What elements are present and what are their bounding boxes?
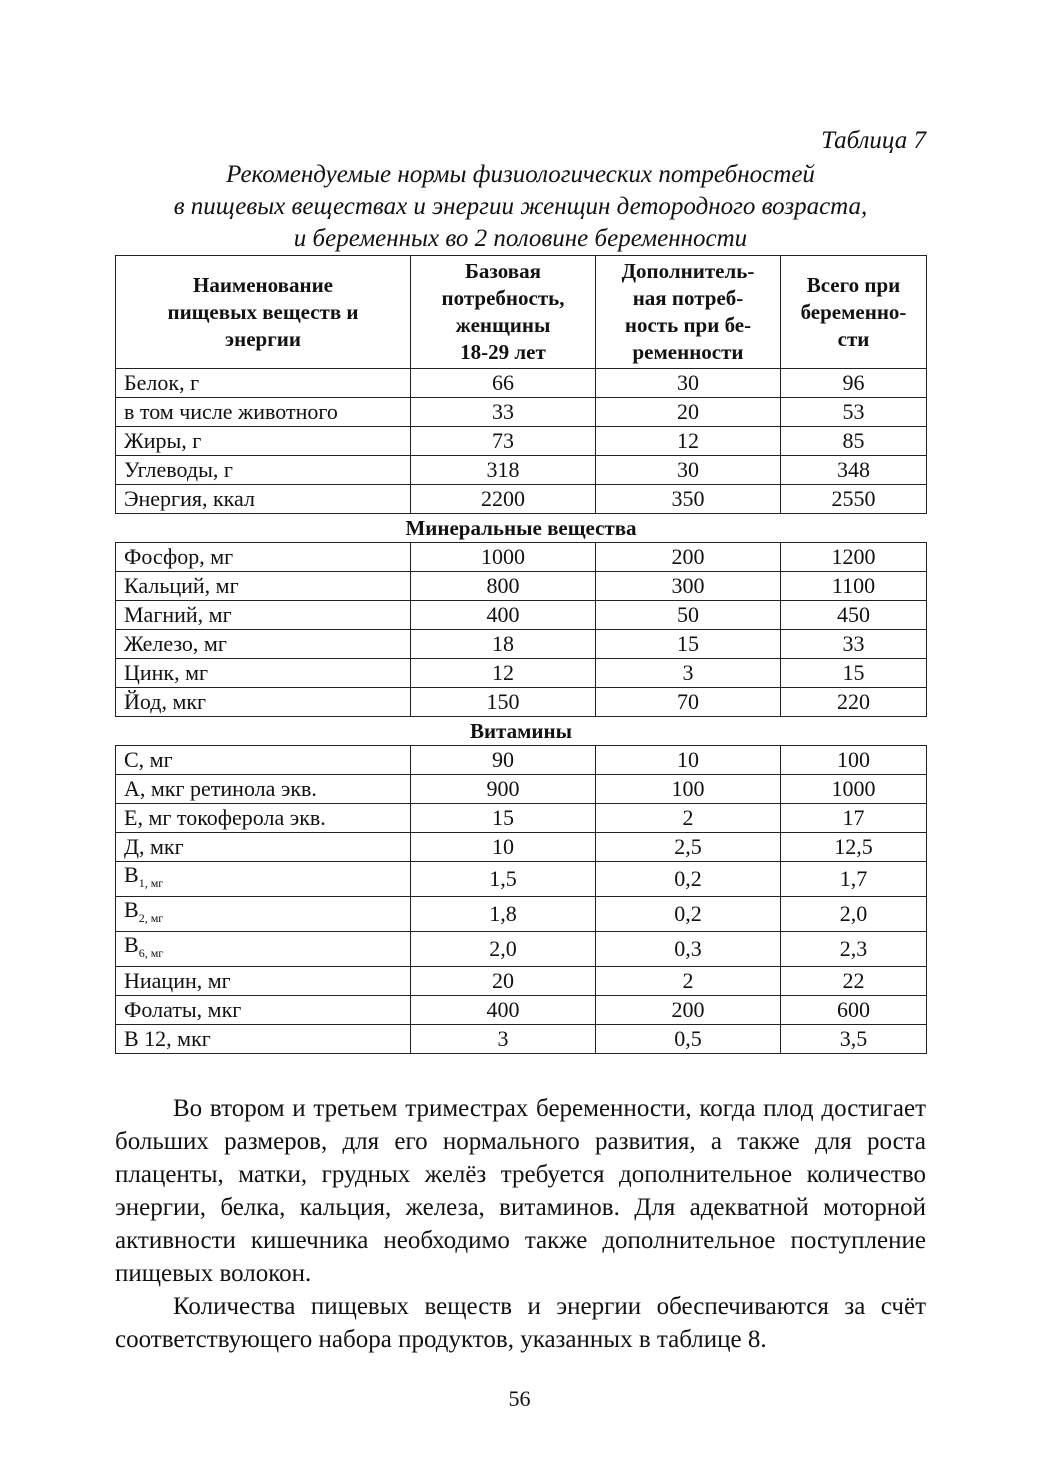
header-line: Дополнитель- (621, 259, 755, 283)
base-need-cell: 90 (411, 746, 596, 775)
table-row (116, 572, 927, 601)
header-line: ность при бе- (624, 313, 752, 337)
section-row (116, 514, 927, 543)
nutrient-name-cell: В 12, мкг (116, 1025, 411, 1054)
total-cell: 2550 (781, 485, 927, 514)
table-row (116, 601, 927, 630)
header-line: энергии (225, 326, 301, 351)
header-line: ременности (632, 340, 744, 364)
table-row (116, 485, 927, 514)
nutrient-name-cell: Йод, мкг (116, 688, 411, 717)
header-line: Наименование (193, 272, 333, 297)
total-cell: 2,0 (781, 897, 927, 932)
table-row (116, 833, 927, 862)
base-need-cell: 33 (411, 398, 596, 427)
total-cell: 1100 (781, 572, 927, 601)
total-cell: 348 (781, 456, 927, 485)
nutrient-name-cell: Жиры, г (116, 427, 411, 456)
additional-need-cell: 15 (596, 630, 781, 659)
additional-need-cell: 30 (596, 369, 781, 398)
table-row (116, 967, 927, 996)
nutrient-name-cell: Магний, мг (116, 601, 411, 630)
base-need-cell: 18 (411, 630, 596, 659)
base-need-cell: 400 (411, 601, 596, 630)
base-need-cell: 20 (411, 967, 596, 996)
base-need-cell: 66 (411, 369, 596, 398)
header-line: Базовая (465, 259, 541, 283)
header-line: беременно- (800, 299, 907, 324)
header-additional-need (596, 256, 781, 369)
additional-need-cell: 0,2 (596, 897, 781, 932)
additional-need-cell: 0,5 (596, 1025, 781, 1054)
total-cell: 96 (781, 369, 927, 398)
nutrient-name-cell: Д, мкг (116, 833, 411, 862)
header-base-need (411, 256, 596, 369)
nutrient-name-cell: Белок, г (116, 369, 411, 398)
section-heading: Витамины (116, 717, 927, 746)
additional-need-cell: 70 (596, 688, 781, 717)
base-need-cell: 12 (411, 659, 596, 688)
additional-need-cell: 350 (596, 485, 781, 514)
page-number: 56 (508, 1386, 531, 1411)
table-title-line-3: и беременных во 2 половине беременности (293, 225, 748, 252)
nutrient-name-cell: $В_{2, мг}$ (116, 897, 411, 932)
nutrient-name-subscript: 2, мг (138, 911, 164, 925)
table-title-line-1: Рекомендуемые нормы физиологических потребностей (226, 161, 815, 188)
additional-need-cell: 30 (596, 456, 781, 485)
nutrient-name-subscript: 6, мг (138, 946, 164, 960)
base-need-cell: 1000 (411, 543, 596, 572)
total-cell: 450 (781, 601, 927, 630)
nutrient-name-subscript: 1, мг (138, 876, 164, 890)
nutrient-name-cell: Фосфор, мг (116, 543, 411, 572)
nutrient-name-cell: Ниацин, мг (116, 967, 411, 996)
base-need-cell: 2,0 (411, 932, 596, 967)
header-line: ная потреб- (632, 286, 744, 310)
nutrient-name-cell: Цинк, мг (116, 659, 411, 688)
total-cell: 33 (781, 630, 927, 659)
additional-need-cell: 2 (596, 804, 781, 833)
header-line: женщины (455, 313, 551, 337)
table-row (116, 804, 927, 833)
table-row (116, 1025, 927, 1054)
paragraph-1: Во втором и третьем триместрах беременности, когда плод достигает больших размеров, для его нормального развития, а также для роста плаценты, матки, грудных желёз требуется дополнительное количество энергии, белка, кальция, железа, витаминов. Для адекватной моторной активности кишечника необходимо также дополнительное поступление пищевых волокон. (115, 1095, 926, 1287)
table-row (116, 996, 927, 1025)
base-need-cell: 1,8 (411, 897, 596, 932)
total-cell: 2,3 (781, 932, 927, 967)
additional-need-cell: 200 (596, 996, 781, 1025)
nutrient-name-cell: Энергия, ккал (116, 485, 411, 514)
additional-need-cell: 300 (596, 572, 781, 601)
total-cell: 85 (781, 427, 927, 456)
table-row (116, 746, 927, 775)
table-row (116, 398, 927, 427)
additional-need-cell: 50 (596, 601, 781, 630)
total-cell: 17 (781, 804, 927, 833)
base-need-cell: 400 (411, 996, 596, 1025)
total-cell: 53 (781, 398, 927, 427)
base-need-cell: 10 (411, 833, 596, 862)
table-row (116, 369, 927, 398)
table-row (116, 543, 927, 572)
base-need-cell: 150 (411, 688, 596, 717)
nutrient-name-cell: Е, мг токоферола экв. (116, 804, 411, 833)
additional-need-cell: 0,3 (596, 932, 781, 967)
table-row (116, 862, 927, 897)
table-row (116, 659, 927, 688)
total-cell: 1200 (781, 543, 927, 572)
total-cell: 220 (781, 688, 927, 717)
additional-need-cell: 100 (596, 775, 781, 804)
table-row (116, 427, 927, 456)
nutrient-name-cell: Железо, мг (116, 630, 411, 659)
total-cell: 1,7 (781, 862, 927, 897)
header-line: потребность, (441, 286, 565, 310)
header-line: Всего при (806, 272, 901, 297)
table-row (116, 932, 927, 967)
nutrient-name-cell: в том числе животного (116, 398, 411, 427)
nutrient-norms-table (115, 255, 927, 1054)
nutrient-name-cell: Фолаты, мкг (116, 996, 411, 1025)
base-need-cell: 15 (411, 804, 596, 833)
header-line: пищевых веществ и (167, 299, 359, 324)
additional-need-cell: 2 (596, 967, 781, 996)
table-row (116, 630, 927, 659)
table-header-row (116, 256, 927, 369)
table-row (116, 688, 927, 717)
total-cell: 22 (781, 967, 927, 996)
additional-need-cell: 12 (596, 427, 781, 456)
base-need-cell: 318 (411, 456, 596, 485)
total-cell: 12,5 (781, 833, 927, 862)
header-line: сти (837, 326, 870, 351)
additional-need-cell: 0,2 (596, 862, 781, 897)
section-row (116, 717, 927, 746)
base-need-cell: 800 (411, 572, 596, 601)
section-heading: Минеральные вещества (116, 514, 927, 543)
nutrient-name-cell: А, мкг ретинола экв. (116, 775, 411, 804)
nutrient-name-cell: $В_{1, мг}$ (116, 862, 411, 897)
nutrient-name-cell: Углеводы, г (116, 456, 411, 485)
page-content (115, 125, 926, 1356)
total-cell: 600 (781, 996, 927, 1025)
additional-need-cell: 10 (596, 746, 781, 775)
total-cell: 1000 (781, 775, 927, 804)
table-title-line-2: в пищевых веществах и энергии женщин детородного возраста, (173, 193, 868, 220)
table-body (116, 369, 927, 1054)
total-cell: 15 (781, 659, 927, 688)
additional-need-cell: 20 (596, 398, 781, 427)
total-cell: 100 (781, 746, 927, 775)
table-label: Таблица 7 (821, 127, 926, 154)
additional-need-cell: 3 (596, 659, 781, 688)
table-row (116, 775, 927, 804)
header-line: 18-29 лет (460, 340, 546, 364)
header-nutrient-name (116, 256, 411, 369)
base-need-cell: 73 (411, 427, 596, 456)
total-cell: 3,5 (781, 1025, 927, 1054)
base-need-cell: 1,5 (411, 862, 596, 897)
nutrient-name-cell: Кальций, мг (116, 572, 411, 601)
table-title (115, 159, 926, 255)
header-total (781, 256, 927, 369)
paragraph-2: Количества пищевых веществ и энергии обеспечиваются за счёт соответствующего набора продуктов, указанных в таблице 8. (115, 1293, 926, 1353)
table-row (116, 897, 927, 932)
nutrient-name-cell: $В_{6, мг}$ (116, 932, 411, 967)
table-row (116, 456, 927, 485)
base-need-cell: 2200 (411, 485, 596, 514)
nutrient-name-cell: С, мг (116, 746, 411, 775)
base-need-cell: 3 (411, 1025, 596, 1054)
base-need-cell: 900 (411, 775, 596, 804)
additional-need-cell: 200 (596, 543, 781, 572)
additional-need-cell: 2,5 (596, 833, 781, 862)
